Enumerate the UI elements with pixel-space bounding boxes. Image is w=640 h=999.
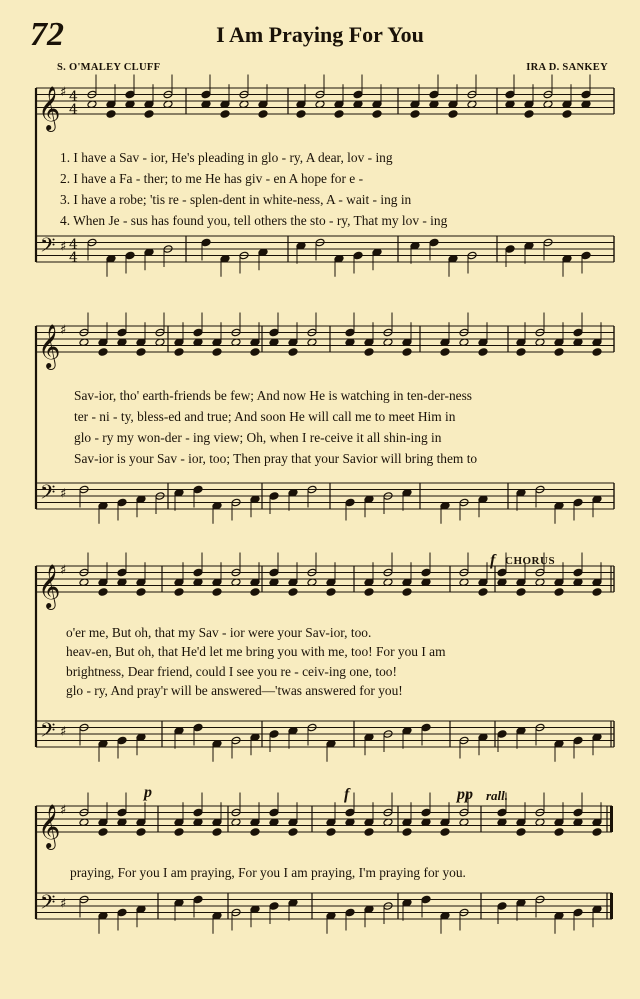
lyric-line-s4: praying, For you I am praying, For you I am praying, I'm praying for you. [70, 865, 466, 880]
s4-alto-note [212, 828, 222, 837]
s1-treble-note [429, 90, 439, 99]
s4-bass-note [117, 908, 127, 917]
s2-treble-note [269, 328, 279, 337]
s3-alto-note [250, 588, 260, 597]
s4-bass-note [193, 895, 203, 904]
s1-treble-key-signature: ♯ [60, 84, 67, 100]
s2-alto-note [288, 348, 298, 357]
lyric-line-s3-v4: glo - ry, And pray'r will be answered—'twas answered for you! [66, 683, 403, 698]
s4-bass-note [269, 902, 279, 911]
s1-bass-time-bottom: 4 [69, 250, 78, 266]
s2-bass-note [345, 498, 355, 507]
s3-treble-note [193, 568, 203, 577]
s1-bass-note [581, 251, 591, 260]
lyric-line-s3-v2: heav-en, But oh, that He'd let me bring you with me, too! For you I am [66, 644, 446, 659]
s1-bass-key-signature: ♯ [60, 239, 67, 255]
s2-treble-note [193, 328, 203, 337]
s3-bass-note [573, 736, 583, 745]
s4-bass-clef: 𝄢 [40, 890, 56, 919]
lyric-line-s3-v3: brightness, Dear friend, could I see you re - ceiv-ing one, too! [66, 664, 397, 679]
lyric-line-s2-v3: glo - ry my won-der - ing view; Oh, when I re-ceive it all shin-ing in [74, 430, 442, 445]
s4-alto-note [288, 828, 298, 837]
s4-treble-note [117, 808, 127, 817]
s2-bass-note [573, 498, 583, 507]
s3-alto-note [136, 588, 146, 597]
s1-bass-note [429, 238, 439, 247]
lyric-line-s1-v2: 2. I have a Fa - ther; to me He has giv - en A hope for e - [60, 171, 364, 186]
hymn-number: 72 [30, 16, 64, 53]
s4-alto-note [440, 828, 450, 837]
s3-alto-note [288, 588, 298, 597]
s2-alto-note [554, 348, 564, 357]
forte-marking-2: f [344, 786, 350, 803]
s2-alto-note [478, 348, 488, 357]
s4-alto-note [326, 828, 336, 837]
s3-treble-note [421, 568, 431, 577]
s4-treble-final-barline-thick [610, 806, 613, 832]
s1-treble-time-bottom: 4 [69, 102, 78, 118]
s1-alto-note [562, 110, 572, 119]
s2-bass-clef: 𝄢 [40, 480, 56, 509]
s2-alto-note [592, 348, 602, 357]
lyric-line-s2-v1: Sav-ior, tho' earth-friends be few; And now He is watching in ten-der-ness [74, 388, 473, 403]
s2-alto-note [212, 348, 222, 357]
s1-alto-note [296, 110, 306, 119]
s4-alto-note [402, 828, 412, 837]
lyric-line-s2-v2: ter - ni - ty, bless-ed and true; And soon He will call me to meet Him in [74, 409, 456, 424]
s3-alto-note [326, 588, 336, 597]
s4-alto-note [174, 828, 184, 837]
s1-treble-clef: 𝄞 [38, 86, 61, 130]
lyric-line-s1-v3: 3. I have a robe; 'tis re - splen-dent in white-ness, A - wait - ing in [60, 192, 412, 207]
s2-treble-note [345, 328, 355, 337]
s1-alto-note [410, 110, 420, 119]
s3-bass-note [497, 730, 507, 739]
s2-treble-clef: 𝄞 [38, 324, 61, 368]
s2-bass-note [193, 485, 203, 494]
s3-bass-note [117, 736, 127, 745]
s4-treble-key-signature: ♯ [60, 802, 67, 818]
s1-bass-note [505, 245, 515, 254]
s4-alto-note [136, 828, 146, 837]
s1-alto-note [334, 110, 344, 119]
s4-treble-note [269, 808, 279, 817]
s2-alto-note [98, 348, 108, 357]
s2-treble-key-signature: ♯ [60, 322, 67, 338]
s2-bass-note [269, 492, 279, 501]
s4-treble-note [193, 808, 203, 817]
s1-treble-note [581, 90, 591, 99]
s3-treble-key-signature: ♯ [60, 562, 67, 578]
lyric-line-s3-v1: o'er me, But oh, that my Sav - ior were your Sav-ior, too. [66, 625, 372, 640]
s3-bass-key-signature: ♯ [60, 724, 67, 740]
s3-bass-clef: 𝄢 [40, 718, 56, 747]
s4-bass-final-barline-thick [610, 893, 613, 919]
s1-treble-note [353, 90, 363, 99]
s4-alto-note [554, 828, 564, 837]
s3-treble-note [497, 568, 507, 577]
s3-bass-note [269, 730, 279, 739]
piano-marking: p [144, 784, 152, 801]
s2-alto-note [136, 348, 146, 357]
s4-bass-note [421, 895, 431, 904]
s4-treble-note [573, 808, 583, 817]
lyric-line-s1-v4: 4. When Je - sus has found you, tell others the sto - ry, That my lov - ing [60, 213, 448, 228]
s1-alto-note [106, 110, 116, 119]
s1-bass-note [201, 238, 211, 247]
rallentando-marking: rall. [486, 788, 509, 803]
s4-treble-note [497, 808, 507, 817]
s4-bass-note [345, 908, 355, 917]
s4-alto-note [516, 828, 526, 837]
s4-treble-note [345, 808, 355, 817]
s1-treble-time-top: 4 [69, 89, 78, 105]
s3-alto-note [212, 588, 222, 597]
s3-alto-note [592, 588, 602, 597]
music-credit: IRA D. SANKEY [526, 62, 608, 73]
s3-alto-note [554, 588, 564, 597]
s2-alto-note [402, 348, 412, 357]
s4-treble-clef: 𝄞 [38, 804, 61, 848]
lyric-line-s1-v1: 1. I have a Sav - ior, He's pleading in glo - ry, A dear, lov - ing [60, 150, 393, 165]
s3-treble-note [117, 568, 127, 577]
pianissimo-marking: pp [457, 786, 473, 803]
s1-alto-note [220, 110, 230, 119]
s1-treble-note [125, 90, 135, 99]
s4-alto-note [364, 828, 374, 837]
s4-bass-note [573, 908, 583, 917]
s3-alto-note [516, 588, 526, 597]
s1-alto-note [524, 110, 534, 119]
s1-alto-note [372, 110, 382, 119]
s2-alto-note [440, 348, 450, 357]
s1-bass-note [125, 251, 135, 260]
chorus-label: CHORUS [505, 555, 556, 567]
s3-treble-note [269, 568, 279, 577]
s1-alto-note [144, 110, 154, 119]
s2-alto-note [364, 348, 374, 357]
lyric-line-s2-v4: Sav-ior is your Sav - ior, too; Then pray that your Savior will bring them to [74, 451, 478, 466]
words-credit: S. O'MALEY CLUFF [57, 62, 161, 73]
s4-alto-note [98, 828, 108, 837]
s1-alto-note [258, 110, 268, 119]
s2-alto-note [174, 348, 184, 357]
s3-bass-note [193, 723, 203, 732]
s1-bass-time-top: 4 [69, 237, 78, 253]
s3-bass-note [421, 723, 431, 732]
s2-bass-note [117, 498, 127, 507]
s1-bass-clef: 𝄢 [40, 233, 56, 262]
s3-alto-note [98, 588, 108, 597]
forte-marking: f [490, 552, 496, 569]
s4-bass-key-signature: ♯ [60, 896, 67, 912]
s2-alto-note [516, 348, 526, 357]
s1-alto-note [448, 110, 458, 119]
s3-alto-note [478, 588, 488, 597]
s4-treble-note [421, 808, 431, 817]
s4-alto-note [592, 828, 602, 837]
s4-bass-note [497, 902, 507, 911]
s2-treble-note [117, 328, 127, 337]
s4-alto-note [250, 828, 260, 837]
s2-treble-note [573, 328, 583, 337]
s1-treble-note [201, 90, 211, 99]
s3-alto-note [364, 588, 374, 597]
s2-bass-key-signature: ♯ [60, 486, 67, 502]
s3-alto-note [402, 588, 412, 597]
s3-treble-note [573, 568, 583, 577]
s1-treble-note [505, 90, 515, 99]
s2-alto-note [250, 348, 260, 357]
s3-treble-clef: 𝄞 [38, 564, 61, 608]
hymn-title: I Am Praying For You [216, 22, 424, 47]
s3-alto-note [174, 588, 184, 597]
s1-bass-note [353, 251, 363, 260]
